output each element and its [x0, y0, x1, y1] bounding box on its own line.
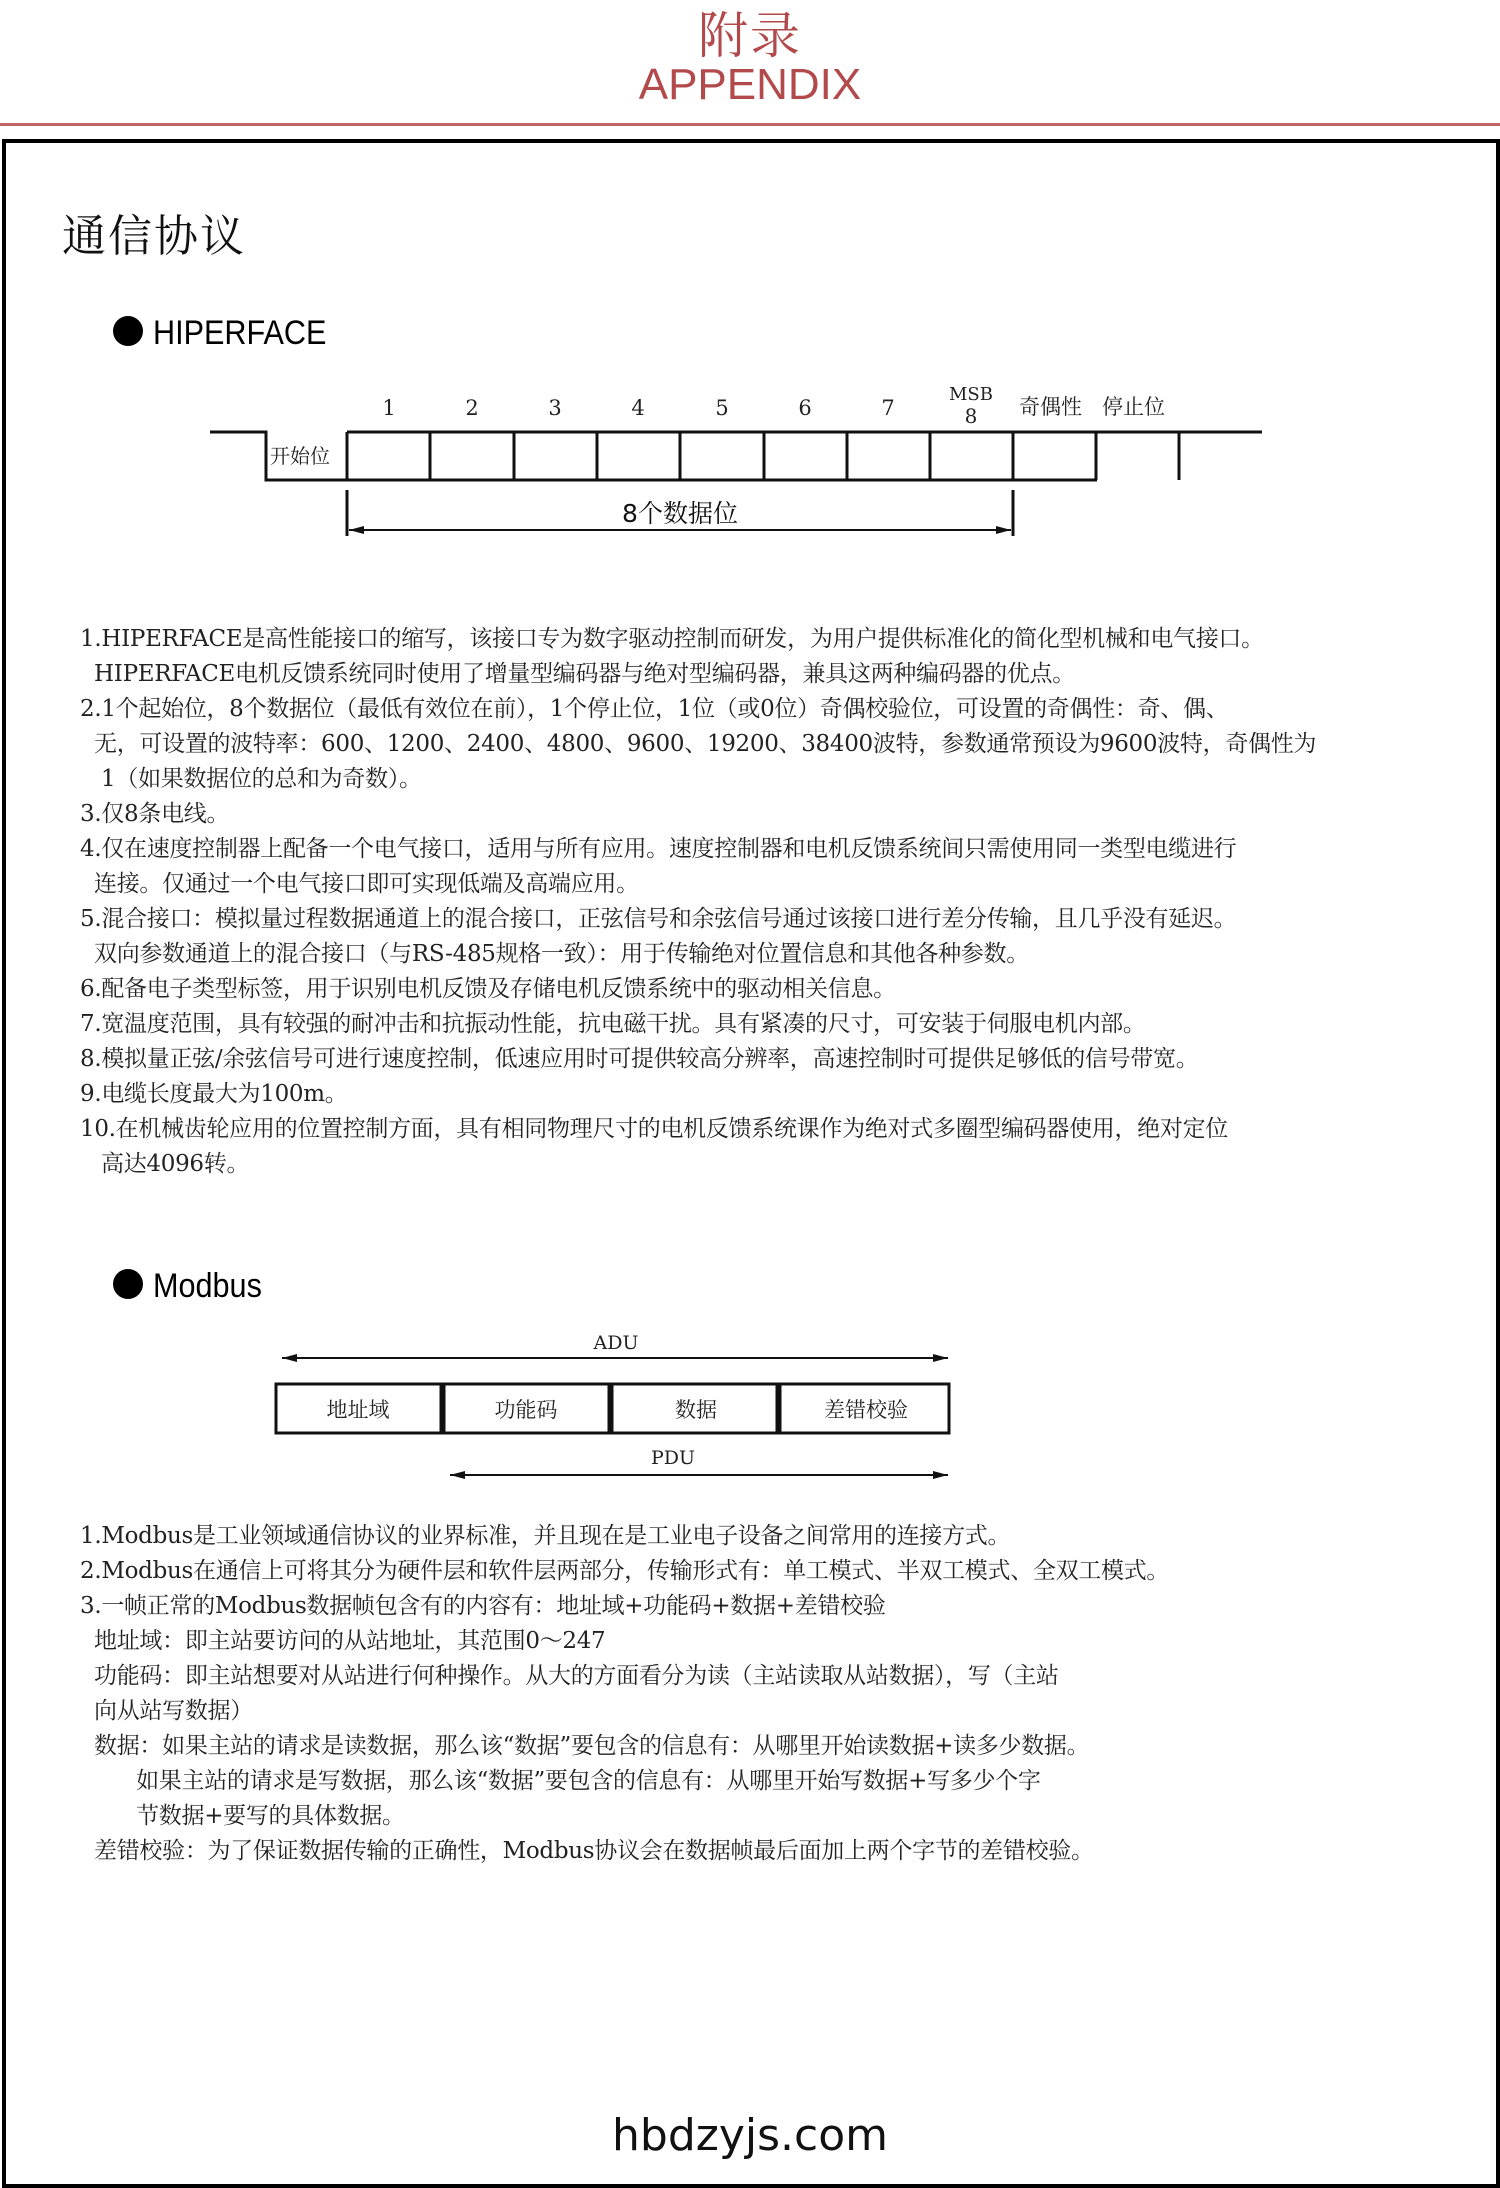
- field-label-address: 地址域: [326, 1398, 390, 1422]
- bit-label: 1: [382, 396, 396, 420]
- adu-label: ADU: [593, 1332, 639, 1354]
- text-line: 1.HIPERFACE是高性能接口的缩写，该接口专为数字驱动控制而研发，为用户提供标准化的简化型机械和电气接口。: [80, 626, 1264, 652]
- text-line: 5.混合接口：模拟量过程数据通道上的混合接口，正弦信号和余弦信号通过该接口进行差分传输，且几乎没有延迟。: [80, 906, 1237, 932]
- text-line: 差错校验：为了保证数据传输的正确性，Modbus协议会在数据帧最后面加上两个字节的差错校验。: [80, 1838, 1094, 1864]
- text-line: 3.一帧正常的Modbus数据帧包含有的内容有：地址域+功能码+数据+差错校验: [80, 1593, 886, 1619]
- hiperface-description: [80, 622, 1316, 1182]
- bit-label: 6: [798, 396, 812, 420]
- bit-label: 7: [881, 396, 895, 420]
- text-line: 1.Modbus是工业领域通信协议的业界标准，并且现在是工业电子设备之间常用的连接方式。: [80, 1523, 1011, 1549]
- field-label-data: 数据: [675, 1398, 717, 1422]
- header-title-cn: 附录: [698, 7, 802, 65]
- text-line: 9.电缆长度最大为100m。: [80, 1081, 348, 1107]
- bit-label: 4: [631, 396, 645, 420]
- modbus-frame-diagram: [0, 1300, 1500, 1500]
- field-label-function: 功能码: [494, 1398, 558, 1422]
- text-line: 无，可设置的波特率：600、1200、2400、4800、9600、19200、38400波特，参数通常预设为9600波特，奇偶性为: [80, 731, 1317, 757]
- text-line: 6.配备电子类型标签，用于识别电机反馈及存储电机反馈系统中的驱动相关信息。: [80, 976, 896, 1002]
- bit-label-msb: 8: [964, 404, 978, 428]
- hiperface-frame-diagram: [0, 0, 1500, 560]
- text-line: 2.Modbus在通信上可将其分为硬件层和软件层两部分，传输形式有：单工模式、半双工模式、全双工模式。: [80, 1558, 1170, 1584]
- arrow-right-icon: [933, 1354, 948, 1362]
- arrow-left-icon: [450, 1471, 465, 1479]
- parity-bit-label: 奇偶性: [1019, 395, 1082, 419]
- bullet-icon: [113, 1269, 143, 1299]
- section-heading-text: HIPERFACE: [153, 314, 327, 352]
- text-line: 双向参数通道上的混合接口（与RS-485规格一致）：用于传输绝对位置信息和其他各种参数。: [80, 941, 1029, 967]
- text-line: 2.1个起始位，8个数据位（最低有效位在前），1个停止位，1位（或0位）奇偶校验位，可设置的奇偶性：奇、偶、: [80, 696, 1229, 722]
- text-line: 节数据+要写的具体数据。: [80, 1803, 405, 1829]
- text-line: 功能码：即主站想要对从站进行何种操作。从大的方面看分为读（主站读取从站数据），写（主站: [80, 1663, 1059, 1689]
- arrow-left-icon: [282, 1354, 297, 1362]
- text-line: 如果主站的请求是写数据，那么该“数据”要包含的信息有：从哪里开始写数据+写多少个字: [80, 1768, 1041, 1794]
- text-line: 7.宽温度范围，具有较强的耐冲击和抗振动性能，抗电磁干扰。具有紧凑的尺寸，可安装于伺服电机内部。: [80, 1011, 1146, 1037]
- text-line: 向从站写数据）: [80, 1698, 253, 1724]
- stop-bit-label: 停止位: [1102, 395, 1165, 419]
- arrow-right-icon: [933, 1471, 948, 1479]
- text-line: 高达4096转。: [80, 1151, 250, 1177]
- bit-label: 5: [715, 396, 729, 420]
- text-line: 1（如果数据位的总和为奇数）。: [80, 766, 422, 792]
- arrow-right-icon: [996, 526, 1011, 534]
- section-heading-text: Modbus: [153, 1267, 262, 1305]
- page-title: 通信协议: [62, 211, 246, 262]
- start-bit-label: 开始位: [270, 444, 330, 468]
- header-title-en: APPENDIX: [638, 60, 862, 109]
- bit-label: 3: [548, 396, 562, 420]
- text-line: 4.仅在速度控制器上配备一个电气接口，适用与所有应用。速度控制器和电机反馈系统间只需使用同一类型电缆进行: [80, 836, 1237, 862]
- bit-label: 2: [465, 396, 479, 420]
- arrow-left-icon: [349, 526, 364, 534]
- msb-label: MSB: [949, 384, 993, 405]
- text-line: 10.在机械齿轮应用的位置控制方面，具有相同物理尺寸的电机反馈系统课作为绝对式多圈型编码器使用，绝对定位: [80, 1116, 1228, 1142]
- text-line: HIPERFACE电机反馈系统同时使用了增量型编码器与绝对型编码器，兼具这两种编码器的优点。: [80, 661, 1075, 687]
- text-line: 8.模拟量正弦/余弦信号可进行速度控制，低速应用时可提供较高分辨率，高速控制时可提供足够低的信号带宽。: [80, 1046, 1199, 1072]
- modbus-description: [80, 1519, 1169, 1869]
- text-line: 连接。仅通过一个电气接口即可实现低端及高端应用。: [80, 871, 639, 897]
- text-line: 3.仅8条电线。: [80, 801, 230, 827]
- footer-website[interactable]: hbdzyjs.com: [612, 2110, 888, 2161]
- data-bits-label: 8个数据位: [622, 499, 738, 528]
- field-label-checksum: 差错校验: [824, 1398, 908, 1422]
- pdu-label: PDU: [650, 1447, 696, 1469]
- text-line: 地址域：即主站要访问的从站地址，其范围0～247: [80, 1628, 606, 1654]
- text-line: 数据：如果主站的请求是读数据，那么该“数据”要包含的信息有：从哪里开始读数据+读多少数据。: [80, 1733, 1090, 1759]
